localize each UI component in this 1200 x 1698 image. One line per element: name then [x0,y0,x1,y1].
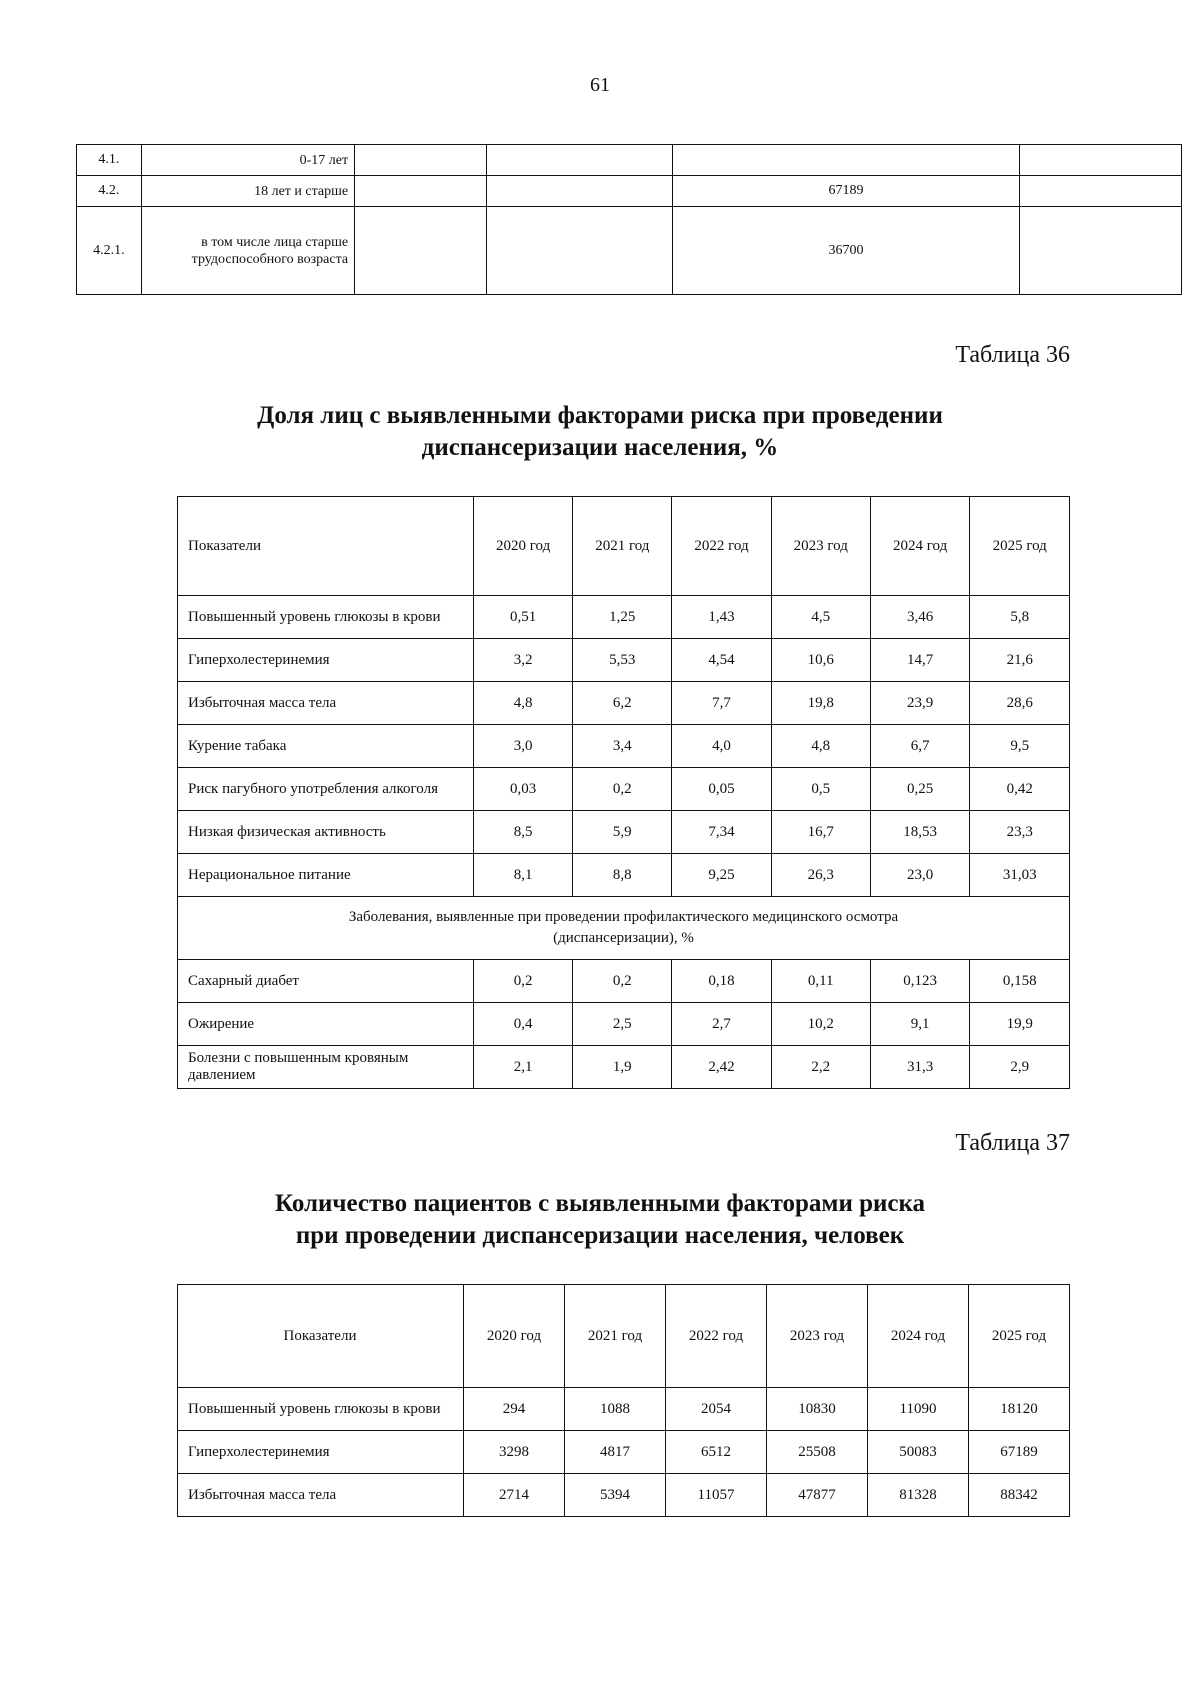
value-cell: 8,5 [474,811,573,854]
table-37-caption: Таблица 37 [955,1130,1070,1156]
value-cell: 4,5 [771,596,870,639]
row-number: 4.2. [77,176,142,207]
value-cell: 9,25 [672,854,771,897]
value-cell: 5,8 [970,596,1070,639]
value-cell: 4,0 [672,725,771,768]
value-cell: 8,8 [573,854,672,897]
value-cell: 26,3 [771,854,870,897]
value-cell: 9,1 [870,1003,970,1046]
value-cell: 0,03 [474,768,573,811]
row-label: 18 лет и старше [141,176,354,207]
table-37 [177,1284,1070,1517]
column-header-year: 2021 год [573,497,672,596]
value-cell: 18,53 [870,811,970,854]
table-row [77,145,1182,176]
column-header-year: 2025 год [970,497,1070,596]
empty-cell [1020,145,1182,176]
table-row [178,639,1070,682]
value-cell: 3,2 [474,639,573,682]
value-cell: 6,2 [573,682,672,725]
value-cell: 10,2 [771,1003,870,1046]
empty-cell [355,145,487,176]
value-cell: 5,9 [573,811,672,854]
value-cell: 2,2 [771,1046,870,1089]
value-cell: 23,0 [870,854,970,897]
value-cell: 7,34 [672,811,771,854]
value-cell: 2,7 [672,1003,771,1046]
empty-cell [1020,207,1182,295]
value-cell: 18120 [969,1388,1070,1431]
value-cell: 11090 [868,1388,969,1431]
table-37-title-line1: Количество пациентов с выявленными факторами риска [274,1190,926,1217]
table-36-title-line1: Доля лиц с выявленными факторами риска при проведении [257,402,943,429]
value-cell: 6,7 [870,725,970,768]
row-number: 4.1. [77,145,142,176]
column-header-indicators: Показатели [178,1285,464,1388]
table-36-title [0,400,1200,464]
value-cell: 0,25 [870,768,970,811]
value-cell: 23,9 [870,682,970,725]
value-cell: 0,11 [771,960,870,1003]
value-cell: 10830 [767,1388,868,1431]
value-cell: 5394 [565,1474,666,1517]
value-cell: 0,123 [870,960,970,1003]
value-cell: 8,1 [474,854,573,897]
value-cell: 2,1 [474,1046,573,1089]
table-row [178,1003,1070,1046]
column-header-year: 2020 год [464,1285,565,1388]
empty-cell [487,176,673,207]
value-cell: 21,6 [970,639,1070,682]
table-36 [177,496,1070,1089]
table-row [178,1046,1070,1089]
continuation-table [76,144,1182,295]
row-label: в том числе лица старше трудоспособного возраста [141,207,354,295]
value-cell: 50083 [868,1431,969,1474]
value-cell: 3,0 [474,725,573,768]
row-label: Нерациональное питание [178,854,474,897]
value-cell: 7,7 [672,682,771,725]
value-cell: 3,4 [573,725,672,768]
value-cell: 294 [464,1388,565,1431]
value-cell: 0,5 [771,768,870,811]
page-number: 61 [590,74,610,96]
column-header-indicators: Показатели [178,497,474,596]
value-cell: 1,25 [573,596,672,639]
table-37-title [0,1188,1200,1252]
column-header-year: 2022 год [672,497,771,596]
value-cell: 28,6 [970,682,1070,725]
table-row [178,596,1070,639]
table-row [178,682,1070,725]
row-label: Гиперхолестеринемия [178,1431,464,1474]
value-cell: 31,3 [870,1046,970,1089]
value-cell: 1,9 [573,1046,672,1089]
table-37-title-line2: при проведении диспансеризации населения, человек [295,1222,905,1249]
value-cell: 81328 [868,1474,969,1517]
value-cell: 1,43 [672,596,771,639]
table-row [178,1431,1070,1474]
value-cell [673,145,1020,176]
value-cell: 23,3 [970,811,1070,854]
value-cell: 1088 [565,1388,666,1431]
value-cell: 3298 [464,1431,565,1474]
value-cell: 2714 [464,1474,565,1517]
value-cell: 0,2 [573,960,672,1003]
row-label: Курение табака [178,725,474,768]
table-row [178,1474,1070,1517]
value-cell: 67189 [969,1431,1070,1474]
row-label: Повышенный уровень глюкозы в крови [178,596,474,639]
value-cell: 19,9 [970,1003,1070,1046]
value-cell: 47877 [767,1474,868,1517]
row-label: Избыточная масса тела [178,1474,464,1517]
empty-cell [487,207,673,295]
value-cell: 6512 [666,1431,767,1474]
column-header-year: 2023 год [767,1285,868,1388]
empty-cell [355,207,487,295]
value-cell: 0,18 [672,960,771,1003]
table-36-title-line2: диспансеризации населения, % [421,434,779,461]
value-cell: 2,42 [672,1046,771,1089]
row-number: 4.2.1. [77,207,142,295]
value-cell: 4,8 [474,682,573,725]
value-cell: 4817 [565,1431,666,1474]
header-row [178,1285,1070,1388]
value-cell: 11057 [666,1474,767,1517]
column-header-year: 2020 год [474,497,573,596]
empty-cell [1020,176,1182,207]
section-row [178,897,1070,960]
column-header-year: 2022 год [666,1285,767,1388]
value-cell: 0,158 [970,960,1070,1003]
table-row [178,811,1070,854]
value-cell: 10,6 [771,639,870,682]
row-label: Сахарный диабет [178,960,474,1003]
row-label: Болезни с повышенным кровяным давлением [178,1046,474,1089]
value-cell: 9,5 [970,725,1070,768]
value-cell: 0,2 [573,768,672,811]
row-label: Риск пагубного употребления алкоголя [178,768,474,811]
section-label: Заболевания, выявленные при проведении профилактического медицинского осмотра (диспансеризации), % [178,897,1070,960]
column-header-year: 2024 год [868,1285,969,1388]
value-cell: 0,2 [474,960,573,1003]
value-cell: 0,51 [474,596,573,639]
value-cell: 36700 [673,207,1020,295]
table-row [77,176,1182,207]
row-label: 0-17 лет [141,145,354,176]
value-cell: 0,05 [672,768,771,811]
value-cell: 0,42 [970,768,1070,811]
value-cell: 4,8 [771,725,870,768]
value-cell: 67189 [673,176,1020,207]
value-cell: 19,8 [771,682,870,725]
value-cell: 31,03 [970,854,1070,897]
value-cell: 4,54 [672,639,771,682]
row-label: Избыточная масса тела [178,682,474,725]
column-header-year: 2025 год [969,1285,1070,1388]
empty-cell [487,145,673,176]
value-cell: 2,9 [970,1046,1070,1089]
column-header-year: 2021 год [565,1285,666,1388]
column-header-year: 2024 год [870,497,970,596]
table-row [178,768,1070,811]
table-row [178,854,1070,897]
value-cell: 2,5 [573,1003,672,1046]
table-row [178,960,1070,1003]
value-cell: 16,7 [771,811,870,854]
table-row [178,1388,1070,1431]
row-label: Низкая физическая активность [178,811,474,854]
value-cell: 88342 [969,1474,1070,1517]
table-36-caption: Таблица 36 [955,342,1070,368]
value-cell: 2054 [666,1388,767,1431]
value-cell: 0,4 [474,1003,573,1046]
table-row [77,207,1182,295]
header-row [178,497,1070,596]
value-cell: 25508 [767,1431,868,1474]
row-label: Гиперхолестеринемия [178,639,474,682]
value-cell: 3,46 [870,596,970,639]
table-row [178,725,1070,768]
empty-cell [355,176,487,207]
row-label: Ожирение [178,1003,474,1046]
value-cell: 14,7 [870,639,970,682]
column-header-year: 2023 год [771,497,870,596]
value-cell: 5,53 [573,639,672,682]
row-label: Повышенный уровень глюкозы в крови [178,1388,464,1431]
